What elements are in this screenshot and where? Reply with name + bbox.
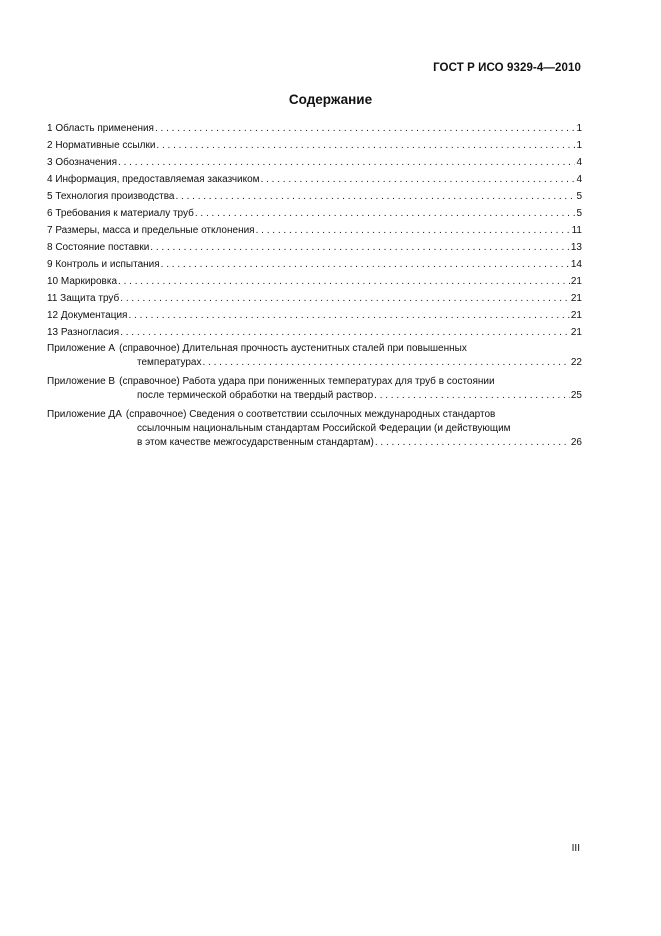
appendix-title-line: (справочное) Работа удара при пониженных температурах для труб в состоянии: [119, 376, 495, 387]
toc-entry-label: 11 Защита труб: [47, 293, 120, 304]
appendix-title-line: после термической обработки на твердый раствор: [137, 390, 374, 401]
toc-entry-page: 5: [576, 208, 582, 219]
dot-leader: [155, 120, 575, 137]
toc-entry[interactable]: [47, 273, 582, 290]
toc-entry-label: 10 Маркировка: [47, 276, 118, 287]
appendix-title-line: в этом качестве межгосударственным стандартам): [137, 437, 374, 448]
toc-entry-page: 4: [576, 157, 582, 168]
toc-entry-page: 21: [570, 310, 582, 321]
dot-leader: [120, 290, 570, 307]
toc-entry[interactable]: [47, 307, 582, 324]
appendix-page: 22: [570, 357, 582, 368]
dot-leader: [150, 239, 570, 256]
toc-entry-page: 21: [570, 327, 582, 338]
appendix-page: 25: [570, 390, 582, 401]
dot-leader: [203, 356, 570, 370]
toc-entry-label: 6 Требования к материалу труб: [47, 208, 194, 219]
toc-entry-page: 21: [570, 293, 582, 304]
appendix-title-line: (справочное) Сведения о соответствии ссылочных международных стандартов: [125, 409, 496, 420]
page-number: III: [571, 843, 580, 854]
toc-entry-label: 9 Контроль и испытания: [47, 259, 160, 270]
toc-entry-page: 1: [576, 123, 582, 134]
toc-appendix-entry[interactable]: [47, 342, 582, 370]
toc-entry[interactable]: [47, 188, 582, 205]
page-title: Содержание: [288, 92, 373, 107]
appendix-title-line: температурах: [137, 357, 202, 368]
dot-leader: [128, 307, 569, 324]
dot-leader: [175, 188, 575, 205]
toc-entry[interactable]: [47, 120, 582, 137]
dot-leader: [118, 154, 575, 171]
dot-leader: [118, 273, 570, 290]
toc-entry-label: 1 Область применения: [47, 123, 154, 134]
toc-appendix-entry[interactable]: [47, 375, 582, 403]
appendix-prefix: Приложение А: [47, 343, 116, 354]
toc-entry-page: 1: [576, 140, 582, 151]
toc-entry-label: 13 Разногласия: [47, 327, 120, 338]
table-of-contents: [47, 120, 582, 454]
appendix-page: 26: [570, 437, 582, 448]
appendix-prefix: Приложение ДА: [47, 409, 122, 420]
toc-entry[interactable]: [47, 324, 582, 341]
dot-leader: [261, 171, 576, 188]
toc-entry-page: 11: [571, 225, 582, 236]
appendix-prefix: Приложение В: [47, 376, 116, 387]
dot-leader: [256, 222, 571, 239]
toc-entry-page: 5: [576, 191, 582, 202]
standard-code: ГОСТ Р ИСО 9329-4—2010: [433, 62, 581, 74]
toc-entry-page: 4: [576, 174, 582, 185]
toc-entry-label: 7 Размеры, масса и предельные отклонения: [47, 225, 255, 236]
toc-entry[interactable]: [47, 205, 582, 222]
toc-entry[interactable]: [47, 256, 582, 273]
toc-entry-label: 4 Информация, предоставляемая заказчиком: [47, 174, 260, 185]
dot-leader: [375, 436, 570, 450]
toc-entry-page: 21: [570, 276, 582, 287]
toc-entry-label: 5 Технология производства: [47, 191, 175, 202]
toc-entry-label: 2 Нормативные ссылки: [47, 140, 156, 151]
dot-leader: [120, 324, 570, 341]
dot-leader: [195, 205, 576, 222]
toc-appendix-entry[interactable]: [47, 408, 582, 450]
toc-entry-label: 8 Состояние поставки: [47, 242, 150, 253]
toc-entry[interactable]: [47, 239, 582, 256]
dot-leader: [156, 137, 575, 154]
dot-leader: [374, 389, 570, 403]
toc-entry-page: 14: [570, 259, 582, 270]
toc-entry[interactable]: [47, 290, 582, 307]
toc-entry[interactable]: [47, 137, 582, 154]
dot-leader: [161, 256, 570, 273]
toc-entry[interactable]: [47, 171, 582, 188]
toc-entry-label: 12 Документация: [47, 310, 128, 321]
appendix-title-line: (справочное) Длительная прочность аустенитных сталей при повышенных: [119, 343, 467, 354]
toc-entry-label: 3 Обозначения: [47, 157, 118, 168]
toc-entry-page: 13: [570, 242, 582, 253]
appendix-title-line: ссылочным национальным стандартам Российской Федерации (и действующим: [137, 423, 511, 434]
toc-entry[interactable]: [47, 154, 582, 171]
toc-entry[interactable]: [47, 222, 582, 239]
